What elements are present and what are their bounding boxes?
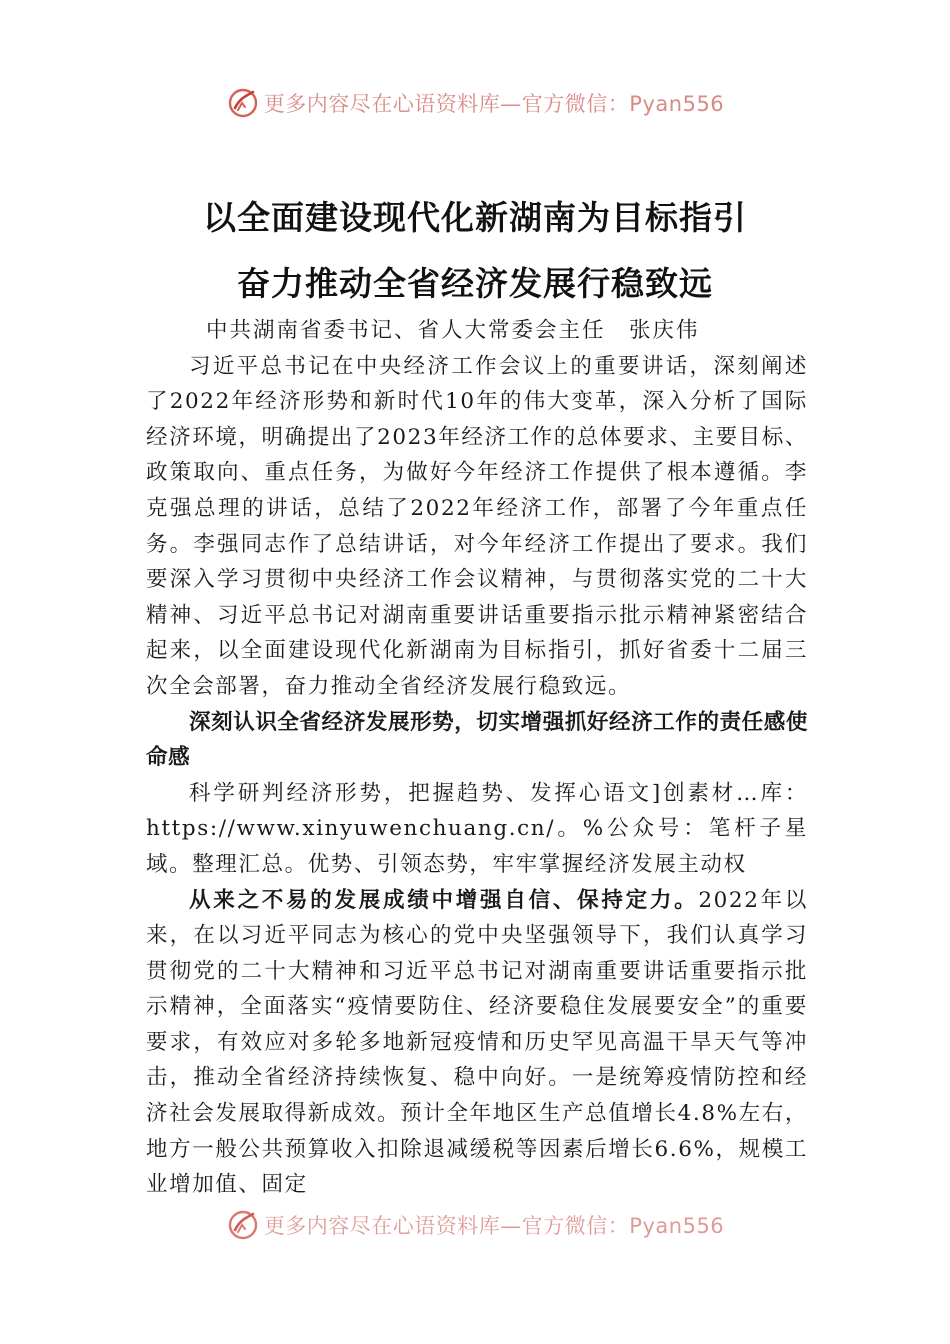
author-line: 中共湖南省委书记、省人大常委会主任 张庆伟 (206, 318, 700, 343)
paragraph-intro: 习近平总书记在中央经济工作会议上的重要讲话，深刻阐述了2022年经济形势和新时代10年的伟大变革，深入分析了国际经济环境，明确提出了2023年经济工作的总体要求、主要目标、政策取向、重点任务，为做好今年经济工作提供了根本遵循。李克强总理的讲话，总结了2022年经济工作，部署了今年重点任务。李强同志作了总结讲话，对今年经济工作提出了要求。我们要深入学习贯彻中央经济工作会议精神，与贯彻落实党的二十大精神、习近平总书记对湖南重要讲话重要指示批示精神紧密结合起来，以全面建设现代化新湖南为目标指引，抓好省委十二届三次全会部署，奋力推动全省经济发展行稳致远。 (146, 353, 808, 699)
brand-logo-icon (226, 1208, 260, 1242)
document-title-line1: 以全面建设现代化新湖南为目标指引 (203, 198, 747, 237)
watermark-text: 更多内容尽在心语资料库—官方微信：Pyan556 (263, 92, 725, 116)
paragraph-3-lead: 从来之不易的发展成绩中增强自信、保持定力。 (189, 887, 699, 913)
brand-logo-icon (226, 86, 260, 120)
watermark-text: 更多内容尽在心语资料库—官方微信：Pyan556 (263, 1214, 725, 1238)
section-heading: 深刻认识全省经济发展形势，切实增强抓好经济工作的责任感使命感 (146, 709, 808, 771)
paragraph-3 (146, 883, 808, 1203)
paragraph-2: 科学研判经济形势，把握趋势、发挥心语文]创素材…库：https://www.xinyuwenchuang.cn/。%公众号：笔杆子星域。整理汇总。优势、引领态势，牢牢掌握经济发展主动权 (146, 780, 808, 877)
document-title-line2: 奋力推动全省经济发展行稳致远 (237, 264, 713, 303)
paragraph-3-body: 2022年以来，在以习近平同志为核心的党中央坚强领导下，我们认真学习贯彻党的二十大精神和习近平总书记对湖南重要讲话重要指示批示精神，全面落实“疫情要防住、经济要稳住发展要安全”的重要要求，有效应对多轮多地新冠疫情和历史罕见高温干旱天气等冲击，推动全省经济持续恢复、稳中向好。一是统筹疫情防控和经济社会发展取得新成效。预计全年地区生产总值增长4.8%左右，地方一般公共预算收入扣除退减缓税等因素后增长6.6%，规模工业增加值、固定 (146, 887, 808, 1198)
article-body (146, 313, 808, 1203)
watermark-footer (0, 1208, 950, 1242)
watermark-header (0, 86, 950, 120)
